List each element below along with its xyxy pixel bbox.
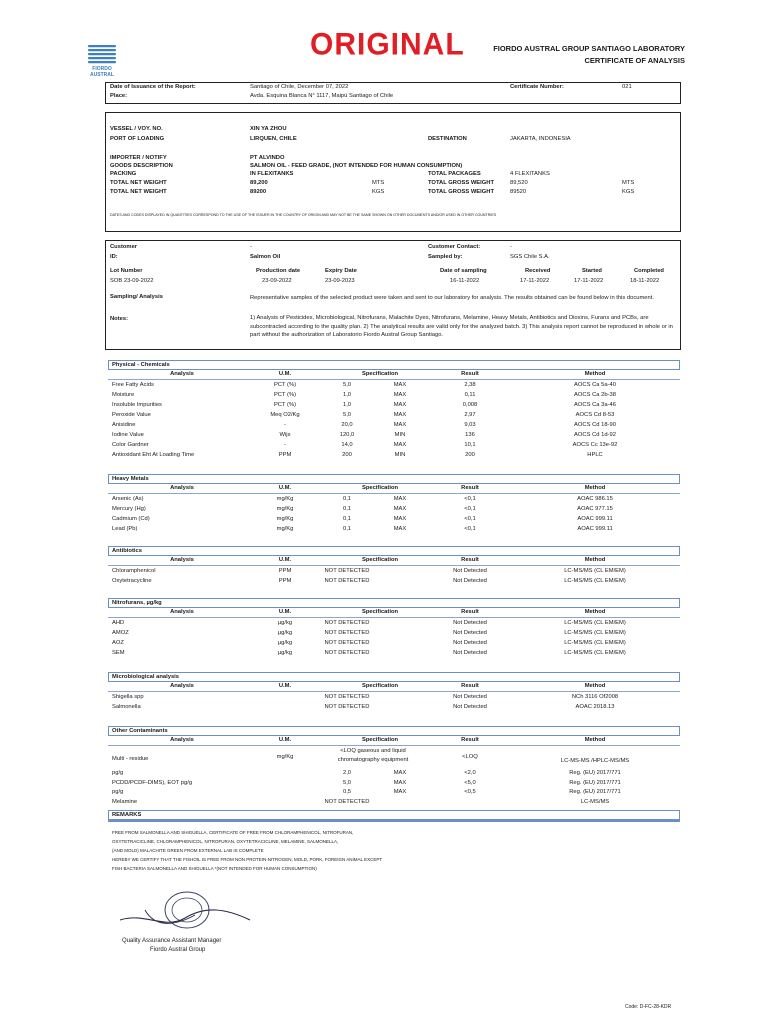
specification-value: 5,0	[342, 779, 352, 786]
result-value: 2,97	[464, 412, 476, 418]
col-spec: Specification	[361, 371, 399, 377]
multi-residue-um: mg/Kg	[276, 754, 294, 760]
total-packages-label: TOTAL PACKAGES	[428, 171, 481, 177]
unit-of-measure: PCT (%)	[273, 382, 297, 388]
method-name: LC-MS/MS	[580, 798, 610, 805]
specification-value: 0,1	[342, 526, 352, 532]
unit-of-measure: mg/Kg	[276, 496, 294, 502]
result-value: <0,5	[464, 789, 476, 795]
result-value: 10,1	[464, 442, 476, 448]
destination-label: DESTINATION	[428, 136, 467, 142]
specification-value: NOT DETECTED	[324, 640, 370, 646]
remark-line: FISH BACTERIA SALMONELLA AND SHIGUELLA *(NOT INTENDED FOR HUMAN CONSUMPTION)	[112, 866, 317, 871]
method-name: AOAC 2018.13	[575, 704, 615, 710]
destination-value: JAKARTA, INDONESIA	[510, 136, 571, 142]
method-name: AOCS Cd 1d-92	[574, 432, 616, 438]
sampled-by-label: Sampled by:	[428, 254, 463, 260]
divider	[108, 745, 680, 746]
col-um: U.M.	[278, 609, 292, 615]
specification-limit: MAX	[393, 422, 407, 428]
method-name: AOCS Ca 5a-40	[574, 382, 616, 388]
sampling-date-label: Date of sampling	[440, 268, 487, 274]
result-value: Not Detected	[453, 704, 487, 710]
packing-label: PACKING	[110, 171, 137, 177]
port-value: LIRQUEN, CHILE	[250, 136, 297, 142]
specification-limit: MAX	[393, 412, 407, 418]
remark-line: (AND MOLD) MALACHITE GREEN FROM EXTERNAL LAB IS COMPLETE	[112, 848, 264, 853]
section-header: Microbiological analysis	[108, 672, 680, 682]
completed-value: 18-11-2022	[630, 278, 660, 284]
goods-value: SALMON OIL - FEED GRADE, (NOT INTENDED FOR HUMAN CONSUMPTION)	[250, 163, 463, 169]
analysis-name: Iodine Value	[112, 432, 144, 438]
col-um: U.M.	[278, 557, 292, 563]
vessel-label: VESSEL / VOY. NO.	[110, 126, 163, 132]
notes-label: Notes:	[110, 316, 129, 322]
col-analysis: Analysis	[170, 737, 194, 743]
method-name: AOAC 986.15	[577, 496, 613, 502]
multi-residue-result: <LOQ	[462, 754, 478, 760]
col-method: Method	[584, 557, 606, 563]
method-name: Reg. (EU) 2017/771	[569, 770, 621, 776]
unit-of-measure: µg/kg	[277, 640, 293, 646]
specification-limit: MAX	[393, 392, 407, 398]
unit-of-measure: Wijs	[279, 432, 291, 438]
unit-of-measure: µg/kg	[277, 650, 293, 656]
specification-value: 2,0	[342, 770, 352, 776]
analysis-name: PCDD/PCDF-DIMS), EOT pg/g	[112, 779, 193, 786]
analysis-name: Mercury (Hg)	[112, 506, 146, 512]
col-spec: Specification	[361, 737, 399, 743]
col-spec: Specification	[361, 683, 399, 689]
specification-value: 20,0	[341, 422, 353, 428]
col-um: U.M.	[278, 485, 292, 491]
unit-of-measure: -	[284, 422, 286, 428]
method-name: AOCS Cc 13e-92	[572, 442, 618, 448]
gross-weight-unit: MTS	[622, 180, 635, 186]
id-label: ID:	[110, 254, 118, 260]
col-result: Result	[461, 557, 479, 563]
net-weight-unit: MTS	[372, 180, 385, 186]
cert-value: 021	[622, 84, 632, 90]
logo-text: FIORDO AUSTRAL	[90, 66, 114, 78]
specification-value: 0,1	[342, 496, 352, 502]
specification-value: NOT DETECTED	[324, 578, 370, 584]
customer-label: Customer	[110, 244, 138, 250]
col-um: U.M.	[278, 737, 292, 743]
analysis-name: Color Gardner	[112, 442, 149, 448]
col-result: Result	[461, 609, 479, 615]
result-value: Not Detected	[453, 630, 487, 636]
specification-value: NOT DETECTED	[324, 694, 370, 700]
result-value: Not Detected	[453, 640, 487, 646]
method-name: LC-MS/MS (CL EM/EM)	[564, 640, 626, 646]
analysis-name: AOZ	[112, 640, 124, 646]
col-method: Method	[584, 683, 606, 689]
expiry-label: Expiry Date	[325, 268, 357, 274]
gross-weight-kgs-unit: KGS	[622, 189, 635, 195]
date-label: Date of Issuance of the Report:	[110, 84, 196, 90]
specification-value: 0,5	[342, 789, 352, 795]
analysis-name: AHD	[112, 620, 125, 626]
remarks-header: REMARKS	[108, 810, 680, 820]
vessel-value: XIN YA ZHOU	[250, 126, 287, 132]
specification-limit: MAX	[393, 442, 407, 448]
section-header: Antibiotics	[108, 546, 680, 556]
col-analysis: Analysis	[170, 557, 194, 563]
total-packages-value: 4 FLEXITANKS	[510, 171, 550, 177]
gross-weight-kgs-value: 89520	[510, 189, 527, 195]
col-result: Result	[461, 371, 479, 377]
other-contaminants-header: Other Contaminants	[108, 726, 680, 736]
analysis-name: Arsenic (As)	[112, 496, 144, 502]
date-value: Santiago of Chile, December 07, 2022	[250, 84, 349, 90]
multi-residue-spec-1: <LOQ gaseous and liquid	[340, 748, 406, 754]
result-value: <0,1	[464, 516, 476, 522]
result-value: 9,03	[464, 422, 476, 428]
original-stamp: ORIGINAL	[310, 27, 465, 62]
notes-text: 1) Analysis of Pesticides, Microbiological, Nitrofurans, Malachite Dyes, Nitrofurans, Melamine, Heavy Metals, Antibiotics and Dioxins, Furans and PCBs, are subcontracted according to the quality plan. 2) The analytical results are valid only for the analyzed batch. 3) This analysis report cannot be reproduced in whole or in part without the authorization of Laboratorio Fiordo Austral Group Santiago.	[250, 315, 673, 338]
method-name: LC-MS/MS (CL EM/EM)	[564, 568, 626, 574]
specification-value: NOT DETECTED	[324, 630, 370, 636]
footer-code: Code: D-FC-28-KDR	[625, 1004, 672, 1010]
col-result: Result	[461, 737, 479, 743]
divider	[108, 617, 680, 618]
signature-seal-icon	[115, 890, 255, 935]
contact-value: -	[510, 244, 512, 250]
section-header: Nitrofurans, µg/kg	[108, 598, 680, 608]
sampling-date-value: 16-11-2022	[450, 278, 480, 284]
specification-limit: MAX	[393, 496, 407, 502]
col-spec: Specification	[361, 609, 399, 615]
col-method: Method	[584, 371, 606, 377]
specification-limit: MAX	[393, 516, 407, 522]
analysis-name: Chloramphenicol	[112, 568, 156, 574]
specification-limit: MAX	[393, 779, 407, 786]
sampling-analysis-label: Sampling/ Analysis	[110, 294, 163, 300]
col-analysis: Analysis	[170, 609, 194, 615]
net-weight-value: 89,200	[250, 180, 268, 186]
packing-value: IN FLEXITANKS	[250, 171, 294, 177]
analysis-name: Cadmium (Cd)	[112, 516, 150, 522]
signature-org: Fiordo Austral Group	[150, 947, 206, 953]
method-name: Reg. (EU) 2017/771	[569, 789, 621, 795]
unit-of-measure: mg/Kg	[276, 526, 294, 532]
org-title: FIORDO AUSTRAL GROUP SANTIAGO LABORATORY	[493, 44, 685, 53]
specification-value: NOT DETECTED	[324, 568, 370, 574]
specification-value: 5,0	[342, 382, 352, 388]
specification-limit: MIN	[394, 432, 406, 438]
shipment-disclaimer: DATES AND CODES DISPLAYED IN QUANTITIES CORRESPOND TO THE USE OF THE ISSUER IN THE COUNTRY OF ORIGIN AND MAY NOT BE THE SAME SHOWN ON OTHER DOCUMENTS AND/OR USED IN OTHER COUNTRIES	[110, 213, 497, 217]
specification-value: NOT DETECTED	[324, 798, 370, 805]
production-label: Production date	[256, 268, 301, 274]
received-value: 17-11-2022	[520, 278, 550, 284]
analysis-name: pg/g	[112, 789, 124, 795]
specification-limit: MAX	[393, 789, 407, 795]
remark-line: OXYTETRACICLINE, CHLORAMPHENICOL, NITROFURAN, OXYTETRACICLINE, MELAMINE, SALMONELLA,	[112, 839, 339, 844]
method-name: NCh 3116 Of2008	[571, 694, 619, 700]
col-result: Result	[461, 485, 479, 491]
specification-value: 0,1	[342, 516, 352, 522]
result-value: <0,1	[464, 496, 476, 502]
lot-label: Lot Number	[110, 268, 143, 274]
specification-value: NOT DETECTED	[324, 704, 370, 710]
col-spec: Specification	[361, 485, 399, 491]
result-value: 0,11	[464, 392, 476, 398]
divider	[108, 691, 680, 692]
analysis-name: Antioxidant Eht At Loading Time	[112, 452, 195, 458]
net-weight-kgs-unit: KGS	[372, 189, 385, 195]
gross-weight-label: TOTAL GROSS WEIGHT	[428, 180, 495, 186]
col-result: Result	[461, 683, 479, 689]
col-spec: Specification	[361, 557, 399, 563]
method-name: AOCS Ca 2b-38	[574, 392, 616, 398]
result-value: Not Detected	[453, 578, 487, 584]
specification-limit: MAX	[393, 506, 407, 512]
sampling-analysis-text: Representative samples of the selected product were taken and sent to our laboratory for analysis. The results obtained can be found below in this document.	[250, 295, 654, 301]
col-method: Method	[584, 609, 606, 615]
result-value: <2,0	[464, 770, 476, 776]
unit-of-measure: PPM	[278, 578, 292, 584]
lot-value: SOB 23-09-2022	[110, 278, 154, 284]
specification-value: 0,1	[342, 506, 352, 512]
method-name: LC-MS/MS (CL EM/EM)	[564, 578, 626, 584]
contact-label: Customer Contact:	[428, 244, 481, 250]
section-header: Heavy Metals	[108, 474, 680, 484]
analysis-name: Lead (Pb)	[112, 526, 138, 532]
col-analysis: Analysis	[170, 371, 194, 377]
specification-value: 1,0	[342, 392, 352, 398]
received-label: Received	[525, 268, 551, 274]
unit-of-measure: PCT (%)	[273, 392, 297, 398]
specification-limit: MIN	[394, 452, 406, 458]
specification-value: 5,0	[342, 412, 352, 418]
method-name: AOCS Ca 3a-46	[574, 402, 616, 408]
expiry-value: 23-09-2023	[325, 278, 355, 284]
importer-value: PT ALVINDO	[250, 155, 285, 161]
started-label: Started	[582, 268, 602, 274]
result-value: 200	[465, 452, 475, 458]
place-value: Avda. Esquina Blanca N° 1117, Maipú Santiago of Chile	[250, 93, 394, 99]
result-value: 2,38	[464, 382, 476, 388]
specification-limit: MAX	[393, 526, 407, 532]
method-name: LC-MS/MS (CL EM/EM)	[564, 620, 626, 626]
remark-line: HEREBY WE CERTIFY THAT THE FISHOIL IS FREE FROM NON PROTEIN-NITROGEN, MOLD, PORK, FOREIGN ANIMAL EXCEPT	[112, 857, 383, 862]
analysis-name: Peroxide Value	[112, 412, 151, 418]
unit-of-measure: Meq O2/Kg	[270, 412, 300, 418]
gross-weight-value: 89,520	[510, 180, 528, 186]
net-weight-label: TOTAL NET WEIGHT	[110, 180, 167, 186]
result-value: Not Detected	[453, 568, 487, 574]
analysis-name: SEM	[112, 650, 125, 656]
sampled-by-value: SGS Chile S.A.	[510, 254, 550, 260]
multi-residue-method: LC-MS-MS /HPLC-MS/MS	[560, 758, 630, 764]
multi-residue-spec-2: chromatography equipment	[337, 757, 409, 763]
analysis-name: Insoluble Impurities	[112, 402, 162, 408]
importer-label: IMPORTER / NOTIFY	[110, 155, 167, 161]
result-value: <0,1	[464, 506, 476, 512]
divider	[108, 493, 680, 494]
result-value: Not Detected	[453, 620, 487, 626]
method-name: AOCS Cd 8-53	[575, 412, 615, 418]
specification-value: NOT DETECTED	[324, 650, 370, 656]
result-value: <5,0	[464, 779, 476, 786]
remarks-divider	[108, 820, 680, 822]
analysis-name: Moisture	[112, 392, 135, 398]
place-label: Place:	[110, 93, 128, 99]
divider	[108, 379, 680, 380]
method-name: LC-MS/MS (CL EM/EM)	[564, 630, 626, 636]
unit-of-measure: µg/kg	[277, 620, 293, 626]
unit-of-measure: PPM	[278, 568, 292, 574]
signature-title: Quality Assurance Assistant Manager	[122, 938, 222, 944]
method-name: AOAC 999.11	[577, 516, 613, 522]
cert-label: Certificate Number:	[510, 84, 564, 90]
method-name: Reg. (EU) 2017/771	[569, 779, 621, 786]
specification-value: 1,0	[342, 402, 352, 408]
analysis-name: Oxytetracycline	[112, 578, 152, 584]
unit-of-measure: PPM	[278, 452, 292, 458]
col-analysis: Analysis	[170, 485, 194, 491]
specification-limit: MAX	[393, 382, 407, 388]
started-value: 17-11-2022	[574, 278, 604, 284]
unit-of-measure: -	[284, 442, 286, 448]
port-label: PORT OF LOADING	[110, 136, 165, 142]
method-name: HPLC	[587, 452, 603, 458]
doc-title: CERTIFICATE OF ANALYSIS	[584, 56, 685, 65]
specification-value: 14,0	[341, 442, 353, 448]
specification-value: NOT DETECTED	[324, 620, 370, 626]
unit-of-measure: mg/Kg	[276, 516, 294, 522]
analysis-name: AMOZ	[112, 630, 129, 636]
result-value: Not Detected	[453, 650, 487, 656]
result-value: <0,1	[464, 526, 476, 532]
gross-weight-kgs-label: TOTAL GROSS WEIGHT	[428, 189, 495, 195]
unit-of-measure: mg/Kg	[276, 506, 294, 512]
specification-limit: MAX	[393, 402, 407, 408]
completed-label: Completed	[634, 268, 664, 274]
goods-label: GOODS DESCRIPTION	[110, 163, 173, 169]
multi-residue-name: Multi - residue	[112, 756, 149, 762]
customer-value: -	[250, 244, 252, 250]
method-name: LC-MS/MS (CL EM/EM)	[564, 650, 626, 656]
divider	[108, 565, 680, 566]
analysis-name: pg/g	[112, 770, 124, 776]
section-header: Physical - Chemicals	[108, 360, 680, 370]
net-weight-kgs-value: 89200	[250, 189, 267, 195]
production-value: 23-09-2022	[262, 278, 292, 284]
analysis-name: Salmonella	[112, 704, 141, 710]
id-value: Salmon Oil	[250, 254, 281, 260]
method-name: AOCS Cd 18-90	[574, 422, 616, 428]
analysis-name: Anisidine	[112, 422, 136, 428]
result-value: Not Detected	[453, 694, 487, 700]
specification-value: 200	[342, 452, 352, 458]
method-name: AOAC 999.11	[577, 526, 613, 532]
analysis-name: Free Fatty Acids	[112, 382, 154, 388]
col-um: U.M.	[278, 683, 292, 689]
net-weight-kgs-label: TOTAL NET WEIGHT	[110, 189, 167, 195]
remark-line: FREE FROM SALMONELLA AND SHIGUELLA, CERTIFICATE OF FREE FROM CHLORAMPHENICOL, NITROFURAN,	[112, 830, 354, 835]
method-name: AOAC 977.15	[577, 506, 613, 512]
col-method: Method	[584, 485, 606, 491]
col-um: U.M.	[278, 371, 292, 377]
specification-value: 120,0	[339, 432, 355, 438]
col-analysis: Analysis	[170, 683, 194, 689]
unit-of-measure: µg/kg	[277, 630, 293, 636]
col-method: Method	[584, 737, 606, 743]
analysis-name: Shigella spp	[112, 694, 144, 700]
analysis-name: Melamine	[112, 798, 138, 805]
specification-limit: MAX	[393, 770, 407, 776]
unit-of-measure: PCT (%)	[273, 402, 297, 408]
result-value: 0,008	[462, 402, 478, 408]
result-value: 136	[465, 432, 475, 438]
